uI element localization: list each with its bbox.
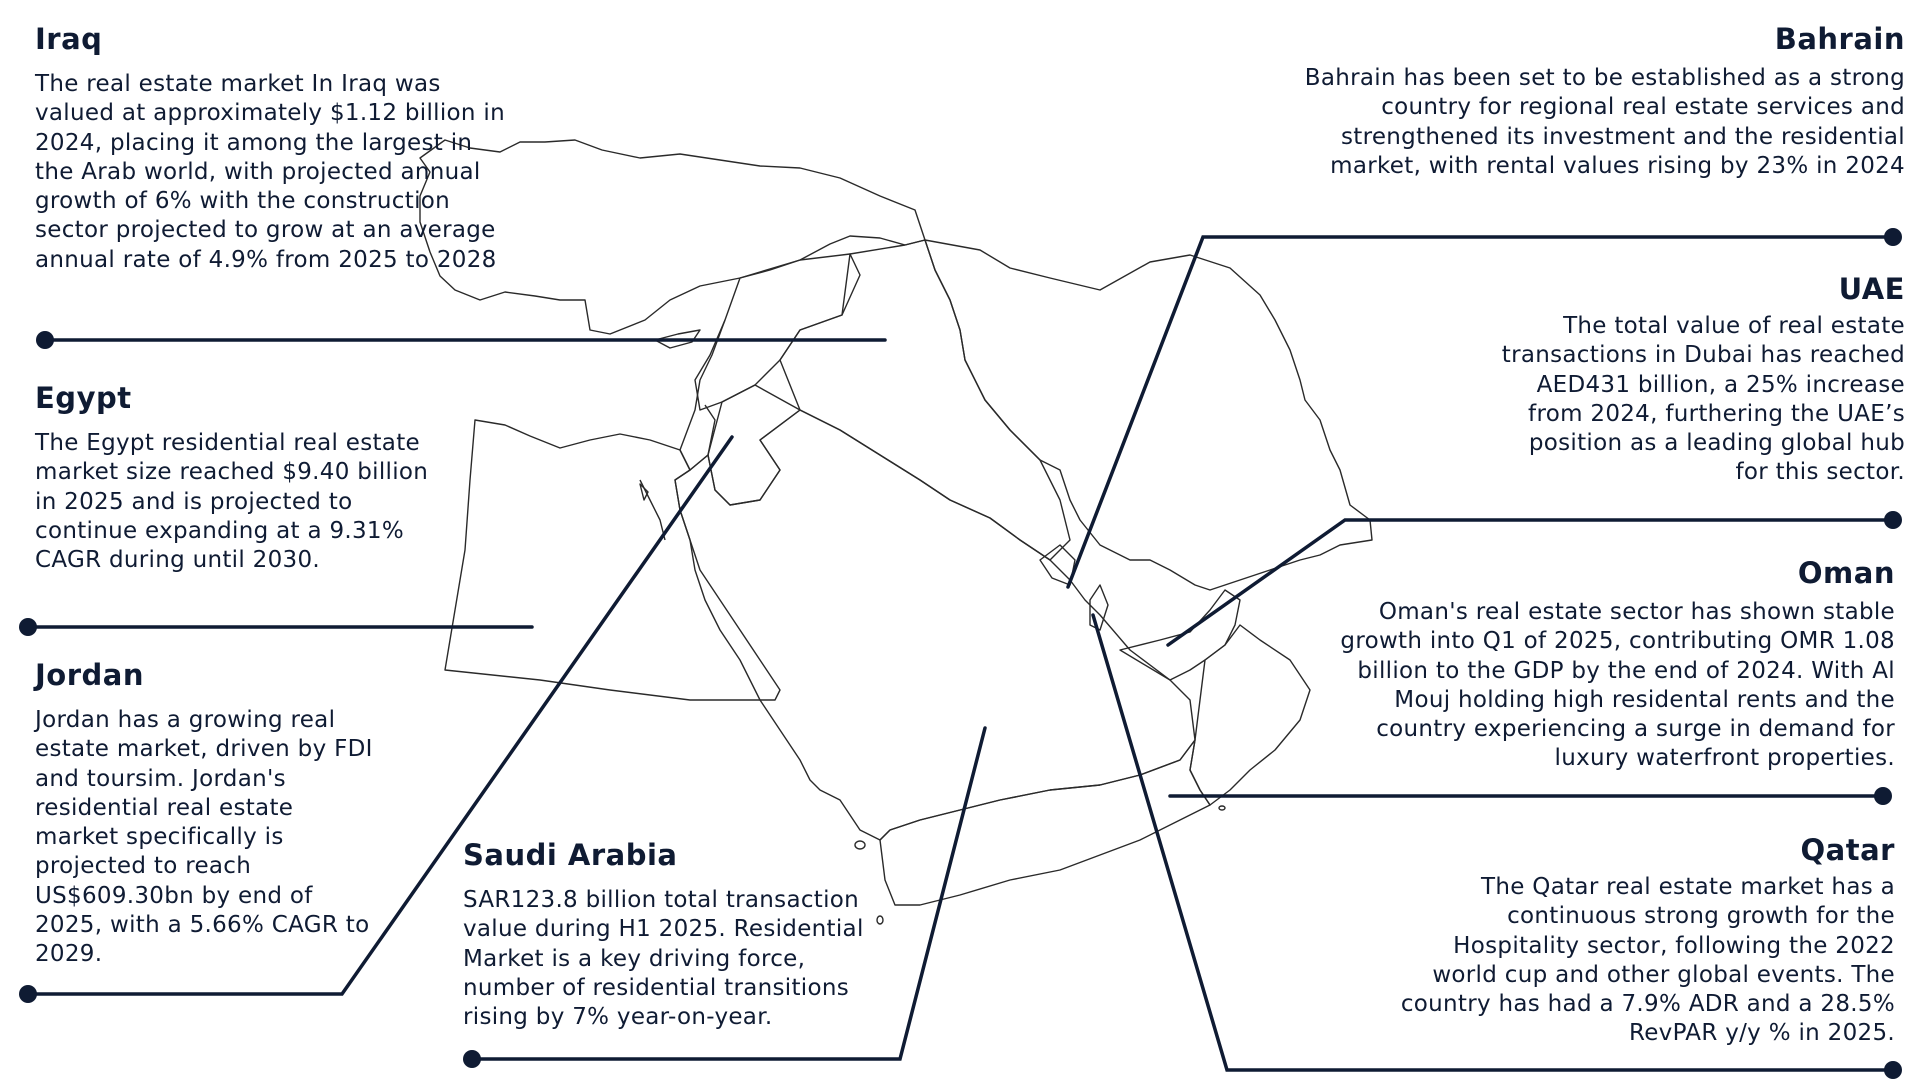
- egypt-text: The Egypt residential real estate market size reached $9.40 billion in 2025 and is projected to continue expanding at a 9.31% CAGR during until 2030.: [35, 430, 429, 574]
- saudi-leader-dot: [463, 1050, 481, 1068]
- saudi-block: [463, 838, 888, 1032]
- bahrain-title: Bahrain: [1774, 22, 1905, 56]
- jordan-block: [35, 658, 375, 970]
- jordan-text: Jordan has a growing real estate market, driven by FDI and toursim. Jordan's residential real estate market specifically is projected to reach US$609.30bn by end of 2025, with a 5.66% CAGR to 2029.: [35, 707, 373, 968]
- saudi-title: Saudi Arabia: [463, 838, 678, 872]
- jordan-title: Jordan: [35, 658, 144, 692]
- saudi-text: SAR123.8 billion total transaction value during H1 2025. Residential Market is a key driving force, number of residential transitions rising by 7% year-on-year.: [463, 887, 864, 1031]
- egypt-title: Egypt: [35, 381, 132, 415]
- bahrain-leader-dot: [1884, 228, 1902, 246]
- bahrain-block: [1250, 22, 1905, 181]
- oman-text: Oman's real estate sector has shown stable growth into Q1 of 2025, contributing OMR 1.08 billion to the GDP by the end of 2024. With Al Mouj holding high residental rents and the country experiencing a surge in demand for luxury waterfront properties.: [1340, 599, 1895, 772]
- uae-leader-dot: [1884, 511, 1902, 529]
- iraq-title: Iraq: [35, 22, 103, 56]
- iraq-block: [35, 22, 505, 275]
- iraq-text: The real estate market In Iraq was valued at approximately $1.12 billion in 2024, placing it among the largest in the Arab world, with projected annual growth of 6% with the construction sector projected to grow at an average annual rate of 4.9% from 2025 to 2028: [35, 71, 505, 273]
- qatar-text: The Qatar real estate market has a continuous strong growth for the Hospitality sector, following the 2022 world cup and other global events. The country has had a 7.9% ADR and a 28.5% RevPAR y/y % in 2025.: [1400, 874, 1895, 1047]
- jordan-leader-dot: [19, 985, 37, 1003]
- qatar-leader-dot: [1884, 1061, 1902, 1079]
- iraq-leader-dot: [36, 331, 54, 349]
- qatar-block: [1390, 833, 1895, 1049]
- oman-leader-dot: [1874, 787, 1892, 805]
- uae-block: [1500, 272, 1905, 488]
- oman-title: Oman: [1797, 556, 1895, 590]
- qatar-title: Qatar: [1800, 833, 1895, 867]
- oman-block: [1335, 556, 1895, 774]
- egypt-leader-dot: [19, 618, 37, 636]
- uae-title: UAE: [1838, 272, 1905, 306]
- egypt-block: [35, 381, 455, 575]
- bahrain-text: Bahrain has been set to be established as a strong country for regional real estate services and strengthened its investment and the residential market, with rental values rising by 23% in 2024: [1304, 65, 1905, 179]
- uae-text: The total value of real estate transactions in Dubai has reached AED431 billion, a 25% increase from 2024, furthering the UAE’s position as a leading global hub for this sector.: [1501, 313, 1905, 486]
